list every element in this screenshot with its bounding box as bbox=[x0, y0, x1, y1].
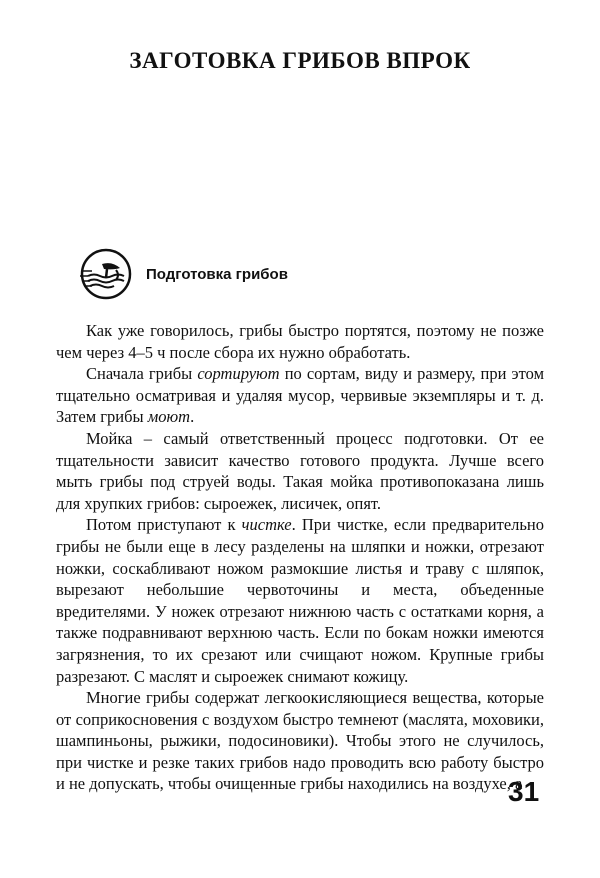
paragraph-2: Сначала грибы сортируют по сортам, виду и размеру, при этом тщательно осматривая и удаляя мусор, червивые экземпляры и т. д. Затем грибы моют. bbox=[56, 364, 545, 427]
paragraph-1: Как уже говорилось, грибы быстро портятся, поэтому не позже чем через 4–5 ч после сбора их нужно обработать. bbox=[56, 321, 544, 362]
emphasis-wash: моют bbox=[147, 407, 191, 427]
page-number: 31 bbox=[508, 776, 540, 807]
mushroom-water-icon bbox=[80, 248, 132, 300]
paragraph-5: Многие грибы содержат легкоокисляющиеся вещества, которые от соприкосновения с воздухом быстро темнеют (маслята, моховики, шампиньоны, рыжики, подосиновики). Чтобы этого не случилось, при чистке и резке таких грибов надо проводить всю работу быстро и не допускать, чтобы очищенные грибы находились на воздухе, а bbox=[56, 688, 544, 794]
paragraph-4: Потом приступают к чистке. При чистке, если предварительно грибы не были еще в лесу разделены на шляпки и ножки, отрезают ножки, соскабливают ножом размокшие листья и траву с шляпок, вырезают небольшие червоточины и места, объеденные вредителями. У ножек отрезают нижнюю часть с остатками корня, а также подравнивают верхнюю часть. Если по бокам ножки имеются загрязнения, то их срезают или счищают ножом. Крупные грибы разрезают. С маслят и сыроежек снимают кожицу. bbox=[56, 515, 544, 686]
paragraph-3: Мойка – самый ответственный процесс подготовки. От ее тщательности зависит качество готового продукта. Лучше всего мыть грибы под струей воды. Такая мойка противопоказана лишь для хрупких грибов: сыроежек, лисичек, опят. bbox=[56, 428, 544, 513]
emphasis-clean: чистке bbox=[241, 515, 292, 535]
emphasis-sort: сортируют bbox=[197, 364, 280, 384]
section-title: Подготовка грибов bbox=[146, 265, 288, 283]
chapter-title: ЗАГОТОВКА ГРИБОВ ВПРОК bbox=[129, 48, 471, 73]
section-heading bbox=[80, 248, 288, 300]
body-text bbox=[56, 320, 544, 795]
